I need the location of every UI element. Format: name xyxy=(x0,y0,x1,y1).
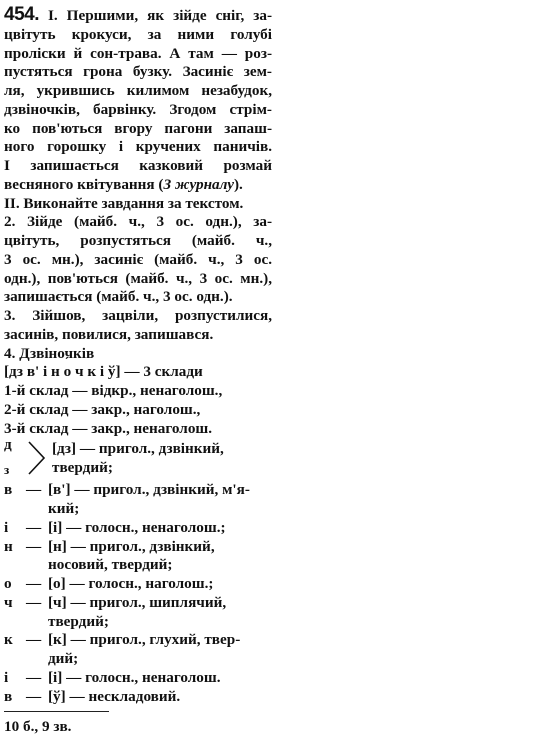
sound-letter: в xyxy=(4,481,13,499)
sound-description: [ч] — пригол., шиплячий, xyxy=(48,593,227,611)
syllable-line: 2-й склад — закр., наголош., xyxy=(4,400,201,418)
syllable-line: 3-й склад — закр., ненаголош. xyxy=(4,419,213,437)
sound-description: твердий; xyxy=(48,612,109,630)
text-line: запишається (майб. ч., 3 ос. одн.). xyxy=(4,288,233,306)
text-line: проліски й сон-трава. А там — роз- xyxy=(4,44,272,62)
sound-description: кий; xyxy=(48,500,80,517)
text-line: одн.), пов'ються (майб. ч., 3 ос. мн.), xyxy=(4,269,272,287)
sound-letter: в xyxy=(4,687,13,705)
sound-letter: ч xyxy=(4,593,13,611)
text-line: ля, укрившись килимом незабудок, xyxy=(4,82,272,99)
sound-analysis xyxy=(4,481,272,706)
text-line: 2. Зійде (майб. ч., 3 ос. одн.), за- xyxy=(4,213,272,231)
sound-description: [в'] — пригол., дзвінкий, м'я- xyxy=(48,481,250,499)
sound-description: [к] — пригол., глухий, твер- xyxy=(48,631,241,649)
text-line: 4. Дзвіночків xyxy=(4,344,95,362)
dash: — xyxy=(26,687,42,705)
dash: — xyxy=(26,537,42,555)
dash: — xyxy=(26,518,42,536)
dz-sound-entry xyxy=(4,438,272,481)
exercise-text xyxy=(4,6,272,706)
sound-description: [і] — голосн., ненаголош.; xyxy=(48,518,226,536)
sound-description: [о] — голосн., наголош.; xyxy=(48,575,214,592)
footnote-divider xyxy=(4,711,109,712)
text-line: весняного квітування (З журналу). xyxy=(4,175,243,193)
text-line: засинів, повилися, запишався. xyxy=(4,325,214,343)
text-line: цвітуть крокуси, за ними голубі xyxy=(4,25,272,43)
sound-description: [і] — голосн., ненаголош. xyxy=(48,668,221,686)
text-line: цвітуть, розпустяться (майб. ч., xyxy=(4,232,272,249)
text-line: пустяться грона бузку. Засиніє зем- xyxy=(4,63,272,81)
sound-description: [н] — пригол., дзвінкий, xyxy=(48,537,215,555)
sound-letter: н xyxy=(4,537,13,555)
sound-description: [ў] — нескладовий. xyxy=(48,687,181,705)
angle-bracket-icon xyxy=(26,440,48,476)
text-line: ного горошку і кручених паничів. xyxy=(4,138,272,156)
sound-letter: і xyxy=(4,668,9,686)
dash: — xyxy=(26,593,42,611)
sound-description: носовий, твердий; xyxy=(48,556,173,574)
task-heading: ІІ. Виконайте завдання за текстом. xyxy=(4,194,244,212)
letter-d: д xyxy=(4,436,12,454)
syllable-line: 1-й склад — відкр., ненаголош., xyxy=(4,382,223,399)
dash: — xyxy=(26,631,42,649)
sound-description: [дз] — пригол., дзвінкий, xyxy=(52,440,224,458)
letter-z: з xyxy=(4,462,10,478)
sound-description: твердий; xyxy=(52,459,113,476)
letter-sound-count: 10 б., 9 зв. xyxy=(4,718,72,735)
accented-vowel: ´ о xyxy=(64,363,72,382)
text-line: 3. Зійшов, зацвіли, розпустилися, xyxy=(4,307,272,324)
text-line: 454. І. Першими, як зійде сніг, за- xyxy=(4,4,273,25)
dash: — xyxy=(26,575,42,592)
sound-letter: к xyxy=(4,631,13,649)
dash: — xyxy=(26,481,42,499)
sound-description: дий; xyxy=(48,650,79,667)
sound-letter: і xyxy=(4,518,9,536)
transcription: [дз в' і н ´ о ч к і ў] — 3 склади xyxy=(4,363,272,382)
text-line: дзвіночків, барвінку. Згодом стрім- xyxy=(4,100,272,118)
exercise-number: 454. xyxy=(4,4,39,25)
text-line: І запишається казковий розмай xyxy=(4,157,272,174)
sound-letter: о xyxy=(4,575,12,592)
source-citation: З журналу xyxy=(163,175,234,193)
text-line: 3 ос. мн.), засиніє (майб. ч., 3 ос. xyxy=(4,250,272,268)
text-line: ко пов'ються вгору пагони запаш- xyxy=(4,119,272,137)
dash: — xyxy=(26,668,42,686)
